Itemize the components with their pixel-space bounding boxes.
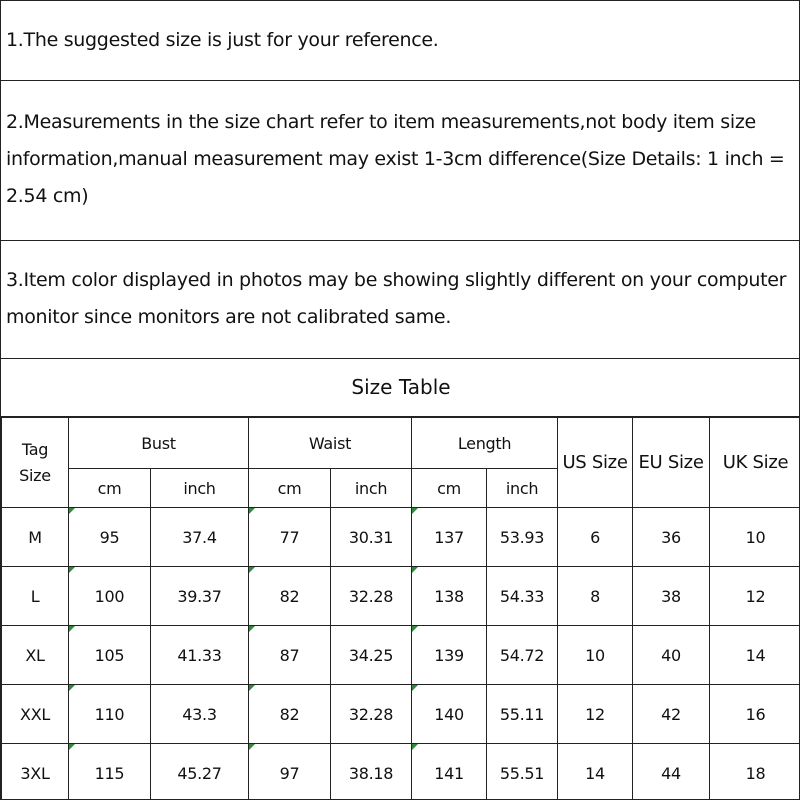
cell-bust-inch: 45.27 (151, 744, 249, 800)
cell-waist-inch: 30.31 (331, 508, 412, 567)
cell-eu-size: 36 (633, 508, 710, 567)
cell-length-cm: 138 (412, 567, 487, 626)
cell-us-size: 6 (558, 508, 633, 567)
cell-corner-mark (249, 508, 255, 514)
size-table-title: Size Table (1, 359, 800, 417)
cell-corner-mark (69, 567, 75, 573)
cell-uk-size: 14 (710, 626, 800, 685)
cell-waist-inch: 32.28 (331, 685, 412, 744)
cell-waist-cm: 82 (249, 567, 331, 626)
header-length: Length (412, 418, 558, 469)
cell-length-inch: 55.51 (487, 744, 558, 800)
header-uk-size: UK Size (710, 418, 800, 508)
cell-uk-size: 12 (710, 567, 800, 626)
cell-waist-inch: 34.25 (331, 626, 412, 685)
cell-tag: M (2, 508, 69, 567)
note-color (1, 241, 800, 359)
table-row (2, 626, 800, 685)
cell-bust-cm: 110 (69, 685, 151, 744)
cell-bust-inch: 37.4 (151, 508, 249, 567)
cell-length-inch: 54.72 (487, 626, 558, 685)
cell-waist-cm: 77 (249, 508, 331, 567)
cell-bust-cm: 95 (69, 508, 151, 567)
cell-bust-cm: 100 (69, 567, 151, 626)
table-row (2, 508, 800, 567)
note-measurements (1, 81, 800, 241)
cell-bust-inch: 41.33 (151, 626, 249, 685)
cell-tag: 3XL (2, 744, 69, 800)
cell-corner-mark (412, 567, 418, 573)
cell-uk-size: 16 (710, 685, 800, 744)
cell-bust-cm: 105 (69, 626, 151, 685)
cell-waist-cm: 82 (249, 685, 331, 744)
header-us-size: US Size (558, 418, 633, 508)
cell-tag: XL (2, 626, 69, 685)
cell-corner-mark (412, 685, 418, 691)
cell-eu-size: 44 (633, 744, 710, 800)
cell-tag: XXL (2, 685, 69, 744)
cell-us-size: 8 (558, 567, 633, 626)
cell-tag: L (2, 567, 69, 626)
cell-length-inch: 54.33 (487, 567, 558, 626)
note-3-line-1: 3.Item color displayed in photos may be showing slightly different on your computer (6, 269, 787, 291)
table-row (2, 567, 800, 626)
note-reference (1, 1, 800, 81)
cell-bust-inch: 43.3 (151, 685, 249, 744)
header-waist-inch: inch (331, 469, 412, 508)
cell-length-inch: 53.93 (487, 508, 558, 567)
cell-corner-mark (412, 626, 418, 632)
header-bust-inch: inch (151, 469, 249, 508)
cell-corner-mark (412, 508, 418, 514)
cell-us-size: 10 (558, 626, 633, 685)
cell-eu-size: 42 (633, 685, 710, 744)
note-2-line-3: 2.54 cm) (6, 185, 89, 207)
cell-corner-mark (69, 685, 75, 691)
cell-corner-mark (69, 744, 75, 750)
cell-eu-size: 38 (633, 567, 710, 626)
cell-length-inch: 55.11 (487, 685, 558, 744)
cell-uk-size: 10 (710, 508, 800, 567)
header-tag-size (2, 418, 69, 508)
cell-bust-inch: 39.37 (151, 567, 249, 626)
cell-length-cm: 141 (412, 744, 487, 800)
header-row-groups (2, 418, 800, 469)
cell-corner-mark (249, 626, 255, 632)
header-waist-cm: cm (249, 469, 331, 508)
table-row (2, 744, 800, 800)
note-1-text: 1.The suggested size is just for your reference. (6, 29, 439, 51)
cell-eu-size: 40 (633, 626, 710, 685)
header-length-cm: cm (412, 469, 487, 508)
note-2-line-2: information,manual measurement may exist 1-3cm difference(Size Details: 1 inch = (6, 148, 785, 170)
table-row (2, 685, 800, 744)
header-eu-size: EU Size (633, 418, 710, 508)
cell-waist-cm: 87 (249, 626, 331, 685)
cell-corner-mark (249, 567, 255, 573)
note-2-line-1: 2.Measurements in the size chart refer to item measurements,not body item size (6, 111, 756, 133)
cell-length-cm: 137 (412, 508, 487, 567)
header-length-inch: inch (487, 469, 558, 508)
header-tag-label: Tag (21, 439, 49, 459)
cell-corner-mark (412, 744, 418, 750)
cell-us-size: 12 (558, 685, 633, 744)
cell-corner-mark (69, 508, 75, 514)
cell-corner-mark (249, 685, 255, 691)
cell-waist-cm: 97 (249, 744, 331, 800)
cell-corner-mark (69, 626, 75, 632)
cell-length-cm: 140 (412, 685, 487, 744)
cell-uk-size: 18 (710, 744, 800, 800)
cell-corner-mark (249, 744, 255, 750)
cell-waist-inch: 32.28 (331, 567, 412, 626)
header-size-label: Size (19, 465, 51, 485)
note-3-line-2: monitor since monitors are not calibrated same. (6, 306, 452, 328)
cell-length-cm: 139 (412, 626, 487, 685)
header-bust-cm: cm (69, 469, 151, 508)
size-table (1, 417, 800, 800)
header-waist: Waist (249, 418, 412, 469)
cell-bust-cm: 115 (69, 744, 151, 800)
cell-us-size: 14 (558, 744, 633, 800)
cell-waist-inch: 38.18 (331, 744, 412, 800)
header-bust: Bust (69, 418, 249, 469)
